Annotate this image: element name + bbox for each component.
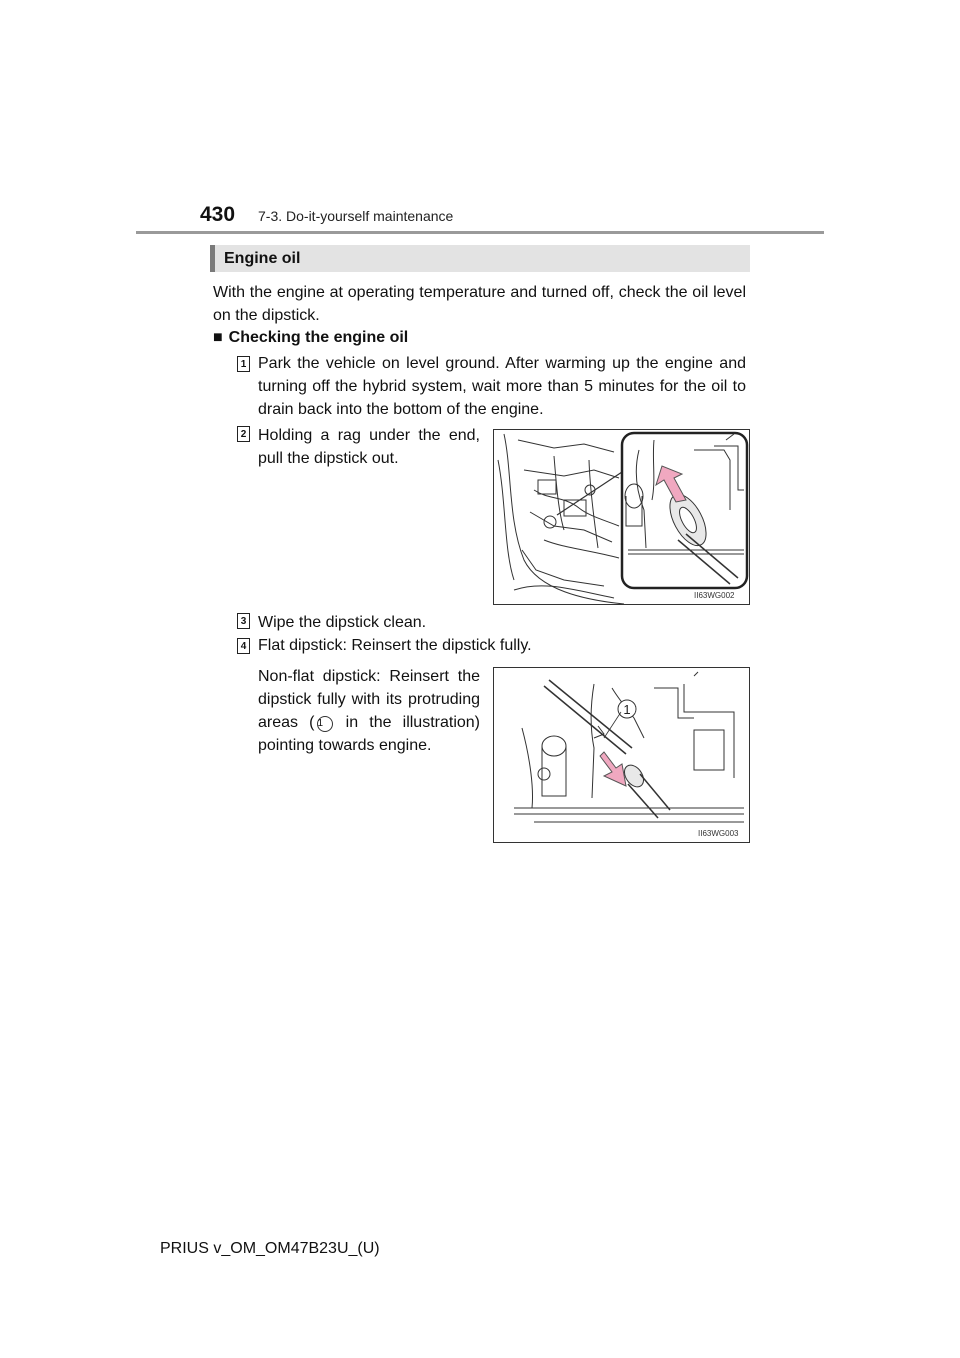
figure-dipstick-location	[493, 429, 750, 605]
step-3-text: Wipe the dipstick clean.	[258, 614, 427, 631]
step-number-4: 4	[237, 638, 250, 654]
step-number-1: 1	[237, 356, 250, 372]
figure-2-code: II63WG003	[698, 829, 739, 838]
figure-dipstick-insertion	[493, 667, 750, 843]
nonflat-text-after: in the illustration) pointing towards engine.	[258, 714, 480, 754]
section-heading	[210, 245, 750, 272]
section-title: 7-3. Do-it-yourself maintenance	[258, 208, 454, 224]
intro-paragraph: With the engine at operating temperature and turned off, check the oil level on the dipstick.	[213, 284, 746, 324]
header-rule	[136, 231, 824, 234]
step-4-nonflat-text	[258, 665, 480, 757]
figure-1-code: II63WG002	[694, 591, 735, 600]
page-number: 430	[200, 203, 236, 226]
engine-bay-illustration	[494, 430, 750, 605]
footer-doc-id: PRIUS v_OM_OM47B23U_(U)	[160, 1240, 380, 1257]
figure-2-callout: 1	[623, 702, 631, 717]
step-4-text: Flat dipstick: Reinsert the dipstick fully.	[258, 637, 532, 654]
nonflat-text-before: Non-flat dipstick: Reinsert the dipstick fully with its protruding areas (	[258, 668, 480, 731]
inline-callout-1: 1	[317, 716, 333, 732]
bullet-square: ■	[213, 329, 223, 346]
step-number-2: 2	[237, 426, 250, 442]
subheading	[213, 329, 408, 347]
dipstick-insertion-illustration	[494, 668, 750, 843]
heading-text: Engine oil	[224, 250, 301, 267]
heading-accent-bar	[210, 245, 215, 272]
subheading-text: Checking the engine oil	[228, 329, 409, 346]
insert-direction-arrow	[600, 752, 626, 786]
step-number-3: 3	[237, 613, 250, 629]
step-2-text: Holding a rag under the end, pull the dipstick out.	[258, 427, 480, 467]
step-1-text: Park the vehicle on level ground. After warming up the engine and turning off the hybrid system, wait more than 5 minutes for the oil to drain back into the bottom of the engine.	[258, 355, 746, 418]
